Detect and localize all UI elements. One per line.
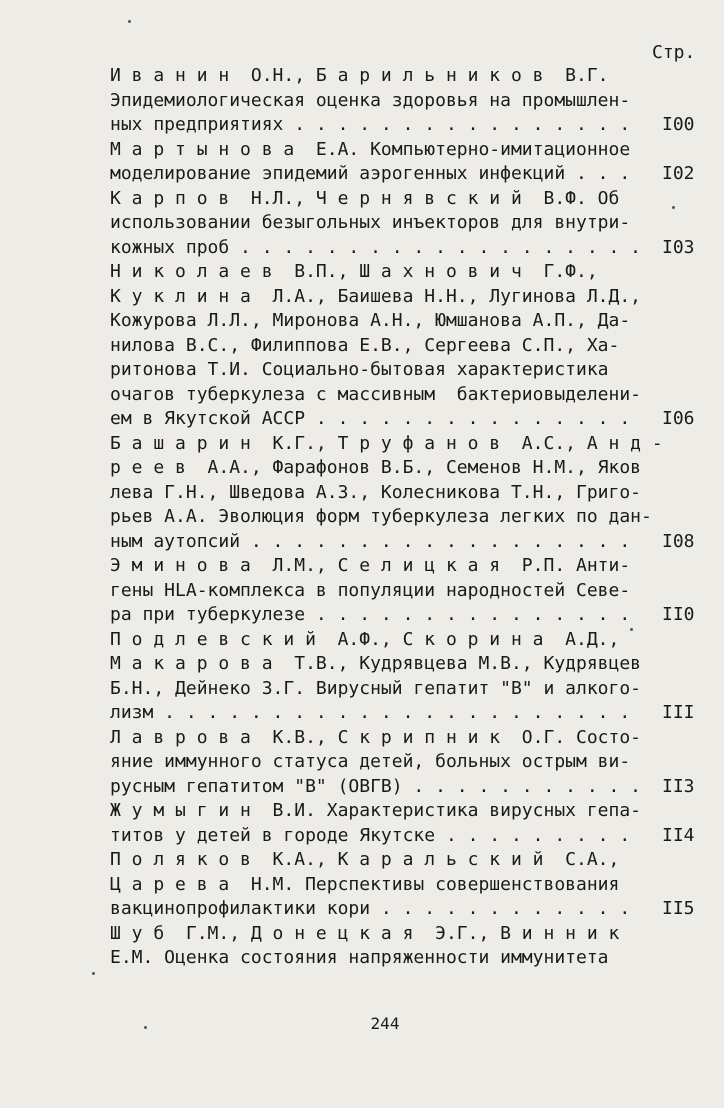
entry-text: Ц а р е в а Н.М. Перспективы совершенствования bbox=[110, 873, 620, 895]
paper-speck bbox=[92, 972, 95, 975]
entry-text: р е е в А.А., Фарафонов В.Б., Семенов Н.М., Яков bbox=[110, 457, 642, 478]
paper-speck bbox=[128, 20, 131, 23]
entry-text: моделирование эпидемий аэрогенных инфекций . . . bbox=[110, 163, 631, 184]
entry-line bbox=[0, 358, 724, 383]
entry-text: Ж у м ы г и н В.И. Характеристика вирусных гепа- bbox=[110, 800, 642, 821]
contents-entry bbox=[0, 628, 724, 726]
entry-text: гены HLA-комплекса в популяции народностей Севе- bbox=[110, 579, 631, 601]
entry-line bbox=[0, 505, 724, 530]
entry-text: использовании безыгольных инъекторов для внутри- bbox=[110, 212, 631, 233]
page-number: 244 bbox=[370, 1014, 400, 1033]
entry-line bbox=[0, 236, 724, 261]
entry-text: очагов туберкулеза с массивным бактериовыделени- bbox=[110, 383, 642, 405]
entry-text: К а р п о в Н.Л., Ч е р н я в с к и й В.Ф. Об bbox=[110, 187, 620, 209]
entry-line bbox=[0, 211, 724, 236]
contents-entry bbox=[0, 799, 724, 848]
entry-line bbox=[0, 677, 724, 702]
contents-entry bbox=[0, 726, 724, 800]
entry-line bbox=[0, 775, 724, 800]
contents-entry bbox=[0, 187, 724, 261]
paper-speck bbox=[672, 206, 675, 209]
entry-text: К у к л и н а Л.А., Баишева Н.Н., Лугинова Л.Д., bbox=[110, 285, 642, 307]
entry-text: русным гепатитом "В" (ОВГВ) . . . . . . . . . . . bbox=[110, 775, 642, 797]
entry-text: рьев А.А. Эволюция форм туберкулеза легких по дан- bbox=[110, 506, 652, 527]
entry-line bbox=[0, 187, 724, 212]
entry-line bbox=[0, 897, 724, 922]
entry-line bbox=[0, 726, 724, 751]
entry-line bbox=[0, 799, 724, 824]
entry-line bbox=[0, 113, 724, 138]
entry-line bbox=[0, 530, 724, 555]
entry-line bbox=[0, 285, 724, 310]
entry-line bbox=[0, 628, 724, 653]
entry-page-number: II3 bbox=[662, 775, 695, 797]
entry-page-number: III bbox=[662, 702, 695, 723]
entry-text: Э м и н о в а Л.М., С е л и ц к а я Р.П. Анти- bbox=[110, 555, 631, 576]
entry-text: М а р т ы н о в а Е.А. Компьютерно-имитационное bbox=[110, 138, 631, 160]
entry-page-number: I00 bbox=[662, 114, 695, 135]
entry-line bbox=[0, 750, 724, 775]
entry-text: ным аутопсий . . . . . . . . . . . . . . . . . . bbox=[110, 530, 631, 552]
contents-entry bbox=[0, 922, 724, 971]
entry-line bbox=[0, 309, 724, 334]
entry-page-number: I02 bbox=[662, 163, 695, 184]
entry-text: Л а в р о в а К.В., С к р и п н и к О.Г. Состо- bbox=[110, 726, 642, 748]
entry-line bbox=[0, 456, 724, 481]
entry-line bbox=[0, 162, 724, 187]
entry-line bbox=[0, 138, 724, 163]
entry-line bbox=[0, 652, 724, 677]
entry-text: М а к а р о в а Т.В., Кудрявцева М.В., Кудрявцев bbox=[110, 653, 642, 674]
entry-page-number: I08 bbox=[662, 530, 695, 552]
entry-line bbox=[0, 260, 724, 285]
entry-page-number: II0 bbox=[662, 604, 695, 625]
entry-text: П о л я к о в К.А., К а р а л ь с к и й С.А., bbox=[110, 849, 620, 870]
paper-speck bbox=[144, 1026, 147, 1029]
entry-line bbox=[0, 873, 724, 898]
entry-text: лизм . . . . . . . . . . . . . . . . . . . . . . bbox=[110, 702, 631, 723]
entry-line bbox=[0, 603, 724, 628]
entry-line bbox=[0, 407, 724, 432]
entry-text: Ш у б Г.М., Д о н е ц к а я Э.Г., В и н н и к bbox=[110, 922, 620, 944]
entry-text: кожных проб . . . . . . . . . . . . . . . . . . . bbox=[110, 236, 642, 258]
entry-line bbox=[0, 334, 724, 359]
entry-line bbox=[0, 701, 724, 726]
entry-line bbox=[0, 554, 724, 579]
contents-entry bbox=[0, 138, 724, 187]
entry-page-number: II4 bbox=[662, 824, 695, 846]
entry-line bbox=[0, 432, 724, 457]
entry-text: ра при туберкулезе . . . . . . . . . . . . . . . bbox=[110, 604, 631, 625]
entry-text: Б а ш а р и н К.Г., Т р у ф а н о в А.С., А н д - bbox=[110, 432, 663, 454]
entry-text: нилова В.С., Филиппова Е.В., Сергеева С.П., Ха- bbox=[110, 334, 620, 356]
contents-entry bbox=[0, 554, 724, 628]
contents-entry bbox=[0, 64, 724, 138]
entry-text: лева Г.Н., Шведова А.З., Колесникова Т.Н., Григо- bbox=[110, 481, 642, 503]
entry-text: Н и к о л а е в В.П., Ш а х н о в и ч Г.Ф., bbox=[110, 261, 598, 282]
entry-text: ритонова Т.И. Социально-бытовая характеристика bbox=[110, 359, 609, 380]
entry-line bbox=[0, 922, 724, 947]
entry-line bbox=[0, 579, 724, 604]
page-column-label: Стр. bbox=[652, 42, 696, 63]
entry-text: П о д л е в с к и й А.Ф., С к о р и н а А.Д., bbox=[110, 628, 620, 650]
contents-entry bbox=[0, 432, 724, 555]
entry-line bbox=[0, 481, 724, 506]
entry-text: титов у детей в городе Якутске . . . . . . . . . bbox=[110, 824, 631, 846]
entry-text: Эпидемиологическая оценка здоровья на промышлен- bbox=[110, 89, 631, 111]
entry-line bbox=[0, 848, 724, 873]
entry-page-number: II5 bbox=[662, 898, 695, 919]
entry-line bbox=[0, 383, 724, 408]
entry-line bbox=[0, 824, 724, 849]
entry-page-number: I03 bbox=[662, 236, 695, 258]
entry-text: Кожурова Л.Л., Миронова А.Н., Юмшанова А.П., Да- bbox=[110, 310, 631, 331]
entry-text: ных предприятиях . . . . . . . . . . . . . . . . bbox=[110, 114, 631, 135]
entry-page-number: I06 bbox=[662, 408, 695, 429]
entry-line bbox=[0, 89, 724, 114]
paper-speck bbox=[630, 628, 633, 631]
entry-text: яние иммунного статуса детей, больных острым ви- bbox=[110, 751, 631, 772]
entry-line bbox=[0, 64, 724, 89]
entry-text: ем в Якутской АССР . . . . . . . . . . . . . . . bbox=[110, 408, 631, 429]
contents-entry bbox=[0, 848, 724, 922]
entry-text: Б.Н., Дейнеко З.Г. Вирусный гепатит "В" и алкого- bbox=[110, 677, 642, 699]
entry-text: Е.М. Оценка состояния напряженности иммунитета bbox=[110, 947, 609, 968]
entry-text: И в а н и н О.Н., Б а р и л ь н и к о в В.Г. bbox=[110, 65, 609, 86]
contents-entry bbox=[0, 260, 724, 432]
contents-list bbox=[0, 64, 724, 971]
entry-text: вакцинопрофилактики кори . . . . . . . . . . . . bbox=[110, 898, 631, 919]
entry-line bbox=[0, 946, 724, 971]
